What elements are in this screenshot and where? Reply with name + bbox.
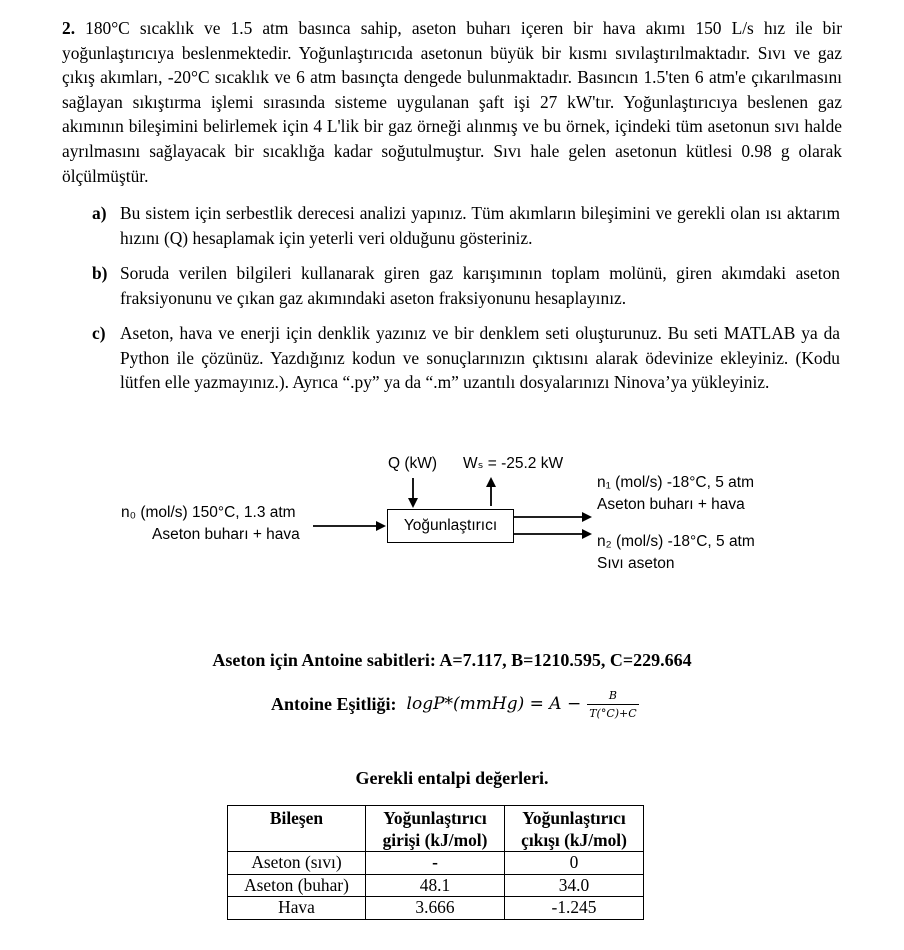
condenser-flow-diagram (0, 440, 904, 590)
antoine-fraction (587, 689, 638, 720)
gas-outlet-composition-label: Aseton buharı + hava (597, 496, 745, 513)
inlet-composition-label: Aseton buharı + hava (152, 526, 300, 543)
table-cell: 48.1 (366, 874, 505, 897)
antoine-equation-label: Antoine Eşitliği: (271, 693, 397, 714)
table-header-row (228, 806, 644, 852)
enthalpy-table (227, 805, 644, 920)
table-cell: - (366, 852, 505, 875)
column-header: Bileşen (228, 806, 366, 852)
table-cell: Aseton (buhar) (228, 874, 366, 897)
table-row (228, 897, 644, 920)
subquestion-letter: a) (92, 203, 107, 223)
subquestion-letter: b) (92, 263, 108, 283)
subquestion-c (92, 321, 840, 395)
inlet-stream-label: n₀ (mol/s) 150°C, 1.3 atm (121, 504, 296, 521)
table-cell: Hava (228, 897, 366, 920)
subquestion-text: Soruda verilen bilgileri kullanarak giren gaz karışımının toplam molünü, giren akımdaki aseton fraksiyonunu ve çıkan gaz akımındaki aseton fraksiyonunu hesaplayınız. (120, 263, 840, 308)
fraction-numerator: B (608, 688, 617, 702)
problem-number: 2. (62, 18, 76, 38)
table-cell: 0 (505, 852, 644, 875)
table-cell: 34.0 (505, 874, 644, 897)
antoine-equation-lhs: logP*(mmHg) = A − (406, 694, 582, 714)
subquestion-b (92, 261, 840, 310)
subquestion-a (92, 201, 840, 250)
condenser-unit: Yoğunlaştırıcı (387, 509, 514, 543)
liquid-outlet-composition-label: Sıvı aseton (597, 555, 675, 572)
problem-statement (62, 16, 842, 188)
table-cell: 3.666 (366, 897, 505, 920)
liquid-outlet-label: n₂ (mol/s) -18°C, 5 atm (597, 533, 755, 550)
heat-duty-label: Q (kW) (388, 455, 438, 472)
shaft-work-label: Wₛ = -25.2 kW (463, 455, 564, 472)
table-row (228, 874, 644, 897)
table-cell: Aseton (sıvı) (228, 852, 366, 875)
fraction-denominator: T(°C)+C (587, 704, 638, 720)
enthalpy-table-title: Gerekli entalpi değerleri. (355, 768, 549, 788)
antoine-constants: Aseton için Antoine sabitleri: A=7.117, B=1210.595, C=229.664 (212, 650, 692, 670)
problem-text: 180°C sıcaklık ve 1.5 atm basınca sahip, aseton buharı içeren bir hava akımı 150 L/s hız ile bir yoğunlaştırıcıya beslenmektedir. Yoğunlaştırıcıda asetonun büyük bir kısmı sıvılaştırılmaktadır. Sıvı ve gaz çıkış akımları, -20°C sıcaklık ve 6 atm basınçta dengede bulunmaktadır. Basıncın 1.5'ten 6 atm'e çıkarılmasını sağlayan sıkıştırma işlemi sırasında sisteme uygulanan şaft işi 27 kW'tır. Yoğunlaştırıcıya beslenen gaz akımının bileşimini belirlemek için 4 L'lik bir gaz örneği alınmış ve bu örnek, içindeki tüm asetonun sıvı halde ayrılmasını sağlayacak bir sıcaklığa kadar soğutulmuştur. Sıvı hale gelen asetonun kütlesi 0.98 g olarak ölçülmüştür. (62, 18, 842, 186)
subquestion-letter: c) (92, 323, 106, 343)
column-header: Yoğunlaştırıcı çıkışı (kJ/mol) (505, 806, 644, 852)
subquestion-text: Bu sistem için serbestlik derecesi analizi yapınız. Tüm akımların bileşimini ve gerekli olan ısı aktarım hızını (Q) hesaplamak için yeterli veri olduğunu gösteriniz. (120, 203, 840, 248)
gas-outlet-label: n₁ (mol/s) -18°C, 5 atm (597, 474, 754, 491)
table-cell: -1.245 (505, 897, 644, 920)
column-header: Yoğunlaştırıcı girişi (kJ/mol) (366, 806, 505, 852)
antoine-equation (271, 682, 639, 726)
table-row (228, 852, 644, 875)
subquestion-text: Aseton, hava ve enerji için denklik yazınız ve bir denklem seti oluşturunuz. Bu seti MATLAB ya da Python ile çözünüz. Yazdığınız kodun ve sonuçlarınızın çıktısını alarak ödevinize ekleyiniz. (Kodu lütfen elle yazmayınız.). Ayrıca “.py” ya da “.m” uzantılı dosyalarınızı Ninova’ya yükleyiniz. (120, 323, 840, 393)
